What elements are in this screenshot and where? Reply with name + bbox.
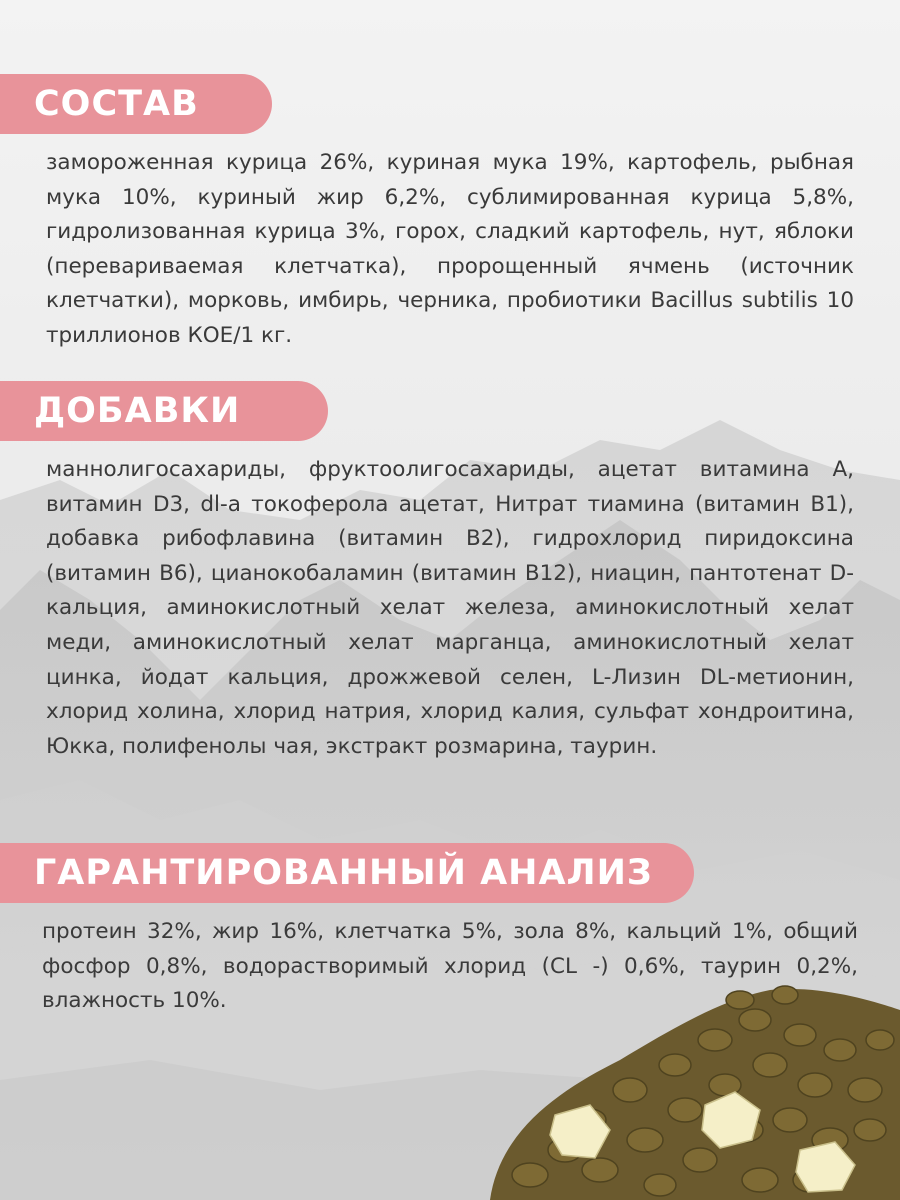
additives-heading: ДОБАВКИ (34, 391, 241, 431)
guaranteed-analysis-text: протеин 32%, жир 16%, клетчатка 5%, зола 8%, кальций 1%, общий фосфор 0,8%, водорастворимый хлорид (CL -) 0,6%, таурин 0,2%, влажность 10%. (42, 919, 858, 1014)
composition-heading: СОСТАВ (34, 84, 199, 124)
guaranteed-analysis-heading-badge (0, 843, 694, 903)
additives-text: маннолигосахариды, фруктоолигосахариды, ацетат витамина А, витамин D3, dl-a токоферола ацетат, Нитрат тиамина (витамин В1), добавка рибофлавина (витамин В2), гидрохлорид пиридоксина (витамин В6), цианокобаламин (витамин В12), ниацин, пантотенат D-кальция, аминокислотный хелат железа, аминокислотный хелат меди, аминокислотный хелат марганца, аминокислотный хелат цинка, йодат кальция, дрожжевой селен, L-Лизин DL-метионин, хлорид холина, хлорид натрия, хлорид калия, сульфат хондроитина, Юкка, полифенолы чая, экстракт розмарина, таурин. (46, 457, 854, 759)
composition-heading-badge (0, 74, 272, 134)
additives-heading-badge (0, 381, 328, 441)
composition-text: замороженная курица 26%, куриная мука 19%, картофель, рыбная мука 10%, куриный жир 6,2%, сублимированная курица 5,8%, гидролизованная курица 3%, горох, сладкий картофель, нут, яблоки (перевариваемая клетчатка), пророщенный ячмень (источник клетчатки), морковь, имбирь, черника, пробиотики Bacillus subtilis 10 триллионов КОЕ/1 кг. (46, 150, 854, 348)
guaranteed-analysis-heading: ГАРАНТИРОВАННЫЙ АНАЛИЗ (34, 853, 653, 893)
